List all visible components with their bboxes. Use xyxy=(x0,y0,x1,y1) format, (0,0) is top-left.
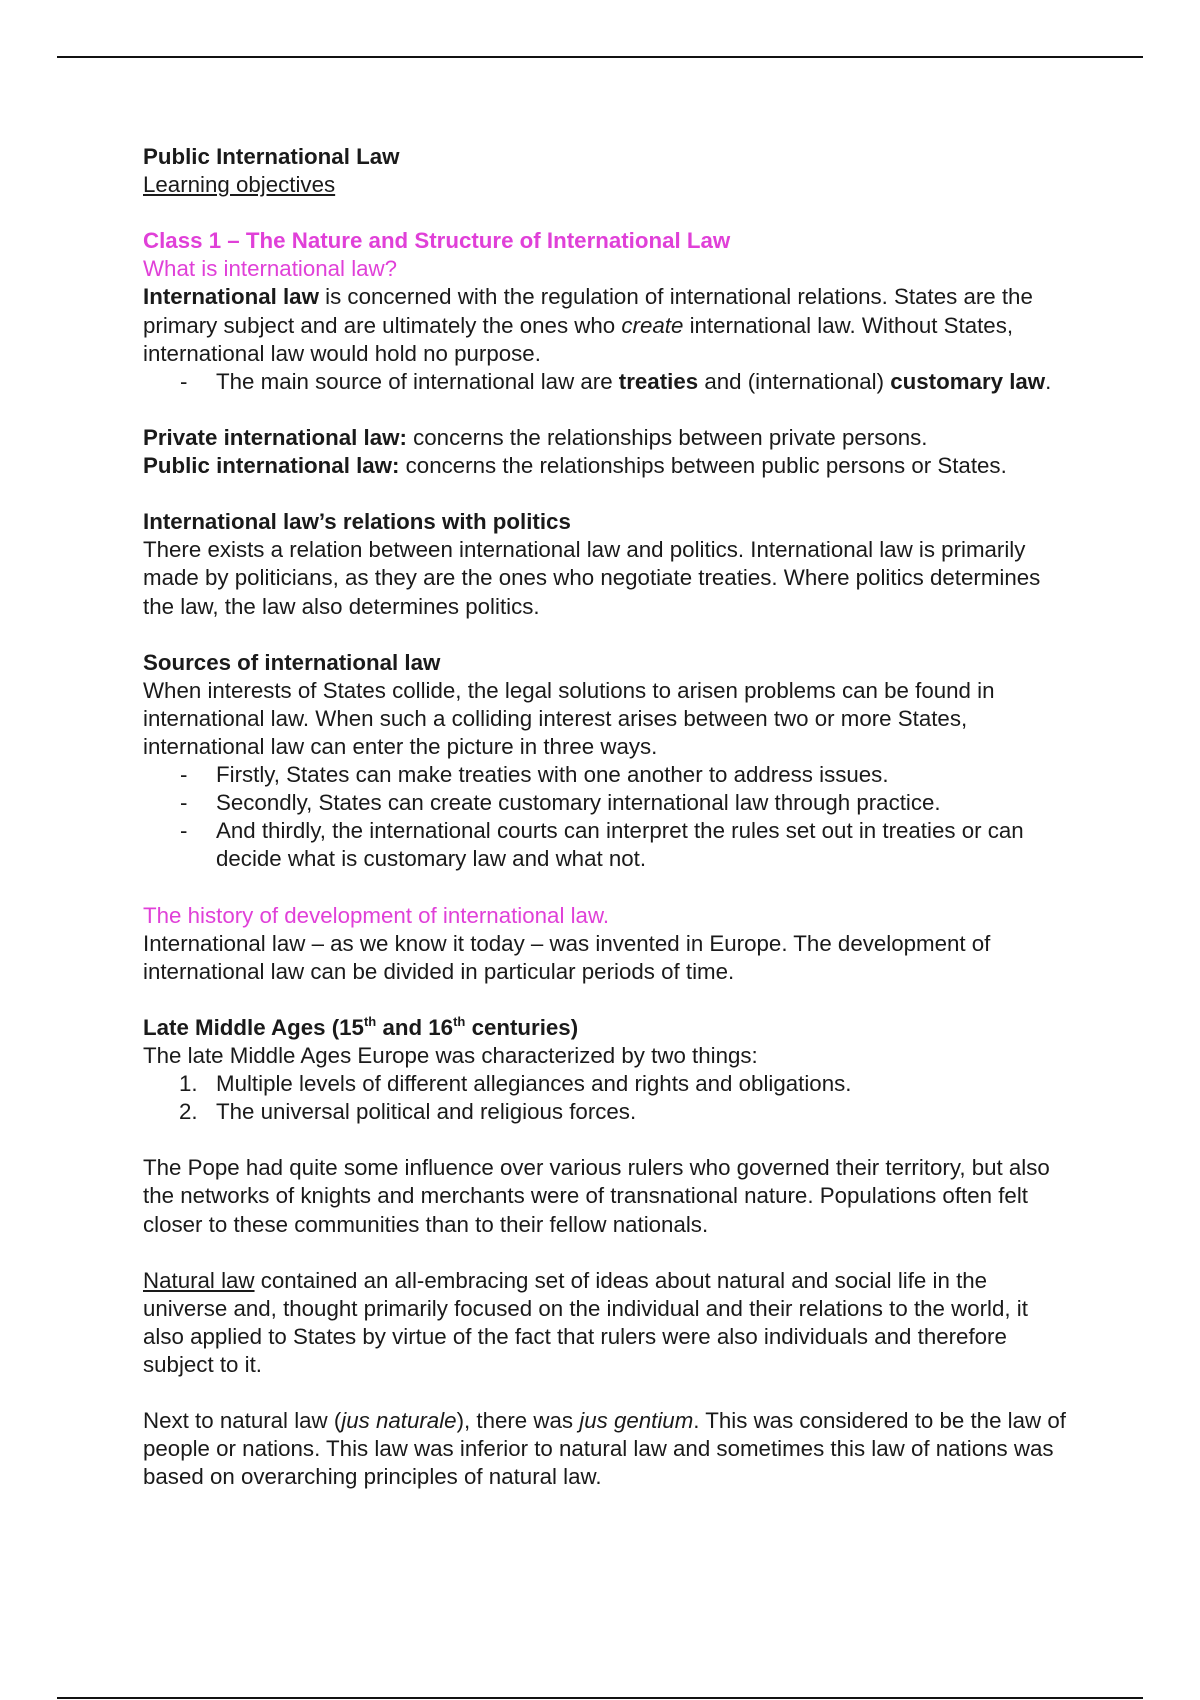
jus-naturale-term: jus naturale xyxy=(341,1408,457,1434)
sources-paragraph: When interests of States collide, the legal solutions to arisen problems can be found in international law. When such a colliding interest arises between two or more States, international law can enter the picture in three ways. xyxy=(143,677,995,759)
intro-emphasis: create xyxy=(621,312,684,338)
jus-text-1: Next to natural law ( xyxy=(143,1408,342,1434)
natural-law-paragraph xyxy=(143,1267,1073,1379)
sources-heading: Sources of international law xyxy=(143,649,441,675)
list-item xyxy=(143,761,1073,789)
superscript-2: th xyxy=(453,1013,466,1029)
middle-ages-paragraph: The late Middle Ages Europe was characterized by two things: xyxy=(143,1043,758,1068)
bottom-rule xyxy=(57,1697,1143,1699)
intro-text-2: international law. Without States, international law would hold no purpose. xyxy=(143,312,1014,366)
public-definition xyxy=(143,452,1073,480)
list-item xyxy=(143,1070,1073,1098)
sources-summary-list xyxy=(143,368,1073,396)
public-term: Public international law: xyxy=(143,453,400,479)
natural-law-term: Natural law xyxy=(143,1267,255,1293)
bullet-text-2: and (international) xyxy=(698,368,891,394)
sources-list xyxy=(143,761,1073,873)
list-item xyxy=(143,817,1073,873)
bullet-marker: - xyxy=(180,762,188,788)
list-item-text: And thirdly, the international courts can interpret the rules set out in treaties or can decide what is customary law and what not. xyxy=(216,818,1024,872)
subtitle-text: Learning objectives xyxy=(143,172,336,198)
natural-law-text: contained an all-embracing set of ideas about natural and social life in the universe and, thought primarily focused on the individual and their relations to the world, it also applied to States by virtue of the fact that rulers were also individuals and therefore subject to it. xyxy=(143,1267,1028,1378)
characteristics-list xyxy=(143,1070,1073,1126)
list-item-text: Secondly, States can create customary international law through practice. xyxy=(216,790,941,816)
pope-paragraph: The Pope had quite some influence over various rulers who governed their territory, but also the networks of knights and merchants were of transnational nature. Populations often felt closer to these communities than to their fellow nationals. xyxy=(143,1155,1050,1237)
jus-text-3: . This was considered to be the law of people or nations. This law was inferior to natural law and sometimes this law of nations was based on overarching principles of natural law. xyxy=(143,1408,1066,1490)
jus-text-2: ), there was xyxy=(456,1408,580,1434)
history-heading: The history of development of international law. xyxy=(143,902,610,928)
bullet-marker: - xyxy=(180,368,188,394)
jus-gentium-paragraph xyxy=(143,1407,1073,1491)
bullet-text-3: . xyxy=(1045,368,1052,394)
intro-paragraph xyxy=(143,283,1073,367)
intro-term: International law xyxy=(143,284,319,310)
private-term: Private international law: xyxy=(143,424,407,450)
private-definition xyxy=(143,424,1073,452)
public-text: concerns the relationships between public persons or States. xyxy=(399,453,1007,479)
superscript-1: th xyxy=(363,1013,377,1029)
history-paragraph: International law – as we know it today – was invented in Europe. The development of international law can be divided in particular periods of time. xyxy=(143,930,991,984)
document-subtitle xyxy=(143,171,1073,199)
list-item-text: Multiple levels of different allegiances and rights and obligations. xyxy=(216,1071,852,1097)
middle-ages-heading xyxy=(143,1014,1073,1042)
list-item xyxy=(143,368,1073,396)
number-marker: 1. xyxy=(179,1071,198,1097)
class-heading: Class 1 – The Nature and Structure of International Law xyxy=(143,228,731,254)
question-heading: What is international law? xyxy=(143,256,398,282)
list-item-text: Firstly, States can make treaties with one another to address issues. xyxy=(216,762,889,788)
list-item xyxy=(143,789,1073,817)
private-text: concerns the relationships between private persons. xyxy=(406,424,928,450)
number-marker: 2. xyxy=(179,1099,198,1125)
heading-part-2: and 16 xyxy=(376,1014,454,1040)
intro-text-1: is concerned with the regulation of international relations. States are the primary subject and are ultimately the ones who xyxy=(143,284,1033,338)
heading-part-3: centuries) xyxy=(465,1014,579,1040)
document-body xyxy=(143,143,1073,1492)
jus-gentium-term: jus gentium xyxy=(579,1408,694,1434)
bullet-text-1: The main source of international law are xyxy=(216,368,619,394)
bullet-marker: - xyxy=(180,790,188,816)
document-title: Public International Law xyxy=(143,144,400,169)
top-rule xyxy=(57,56,1143,58)
heading-part-1: Late Middle Ages (15 xyxy=(143,1014,364,1040)
bullet-term-1: treaties xyxy=(618,368,699,394)
list-item-text: The universal political and religious forces. xyxy=(216,1099,637,1125)
politics-heading: International law’s relations with politics xyxy=(143,509,571,535)
politics-paragraph: There exists a relation between international law and politics. International law is primarily made by politicians, as they are the ones who negotiate treaties. Where politics determines the law, the law also determines politics. xyxy=(143,537,1041,619)
bullet-marker: - xyxy=(180,818,188,844)
bullet-term-2: customary law xyxy=(890,368,1046,394)
list-item xyxy=(143,1098,1073,1126)
